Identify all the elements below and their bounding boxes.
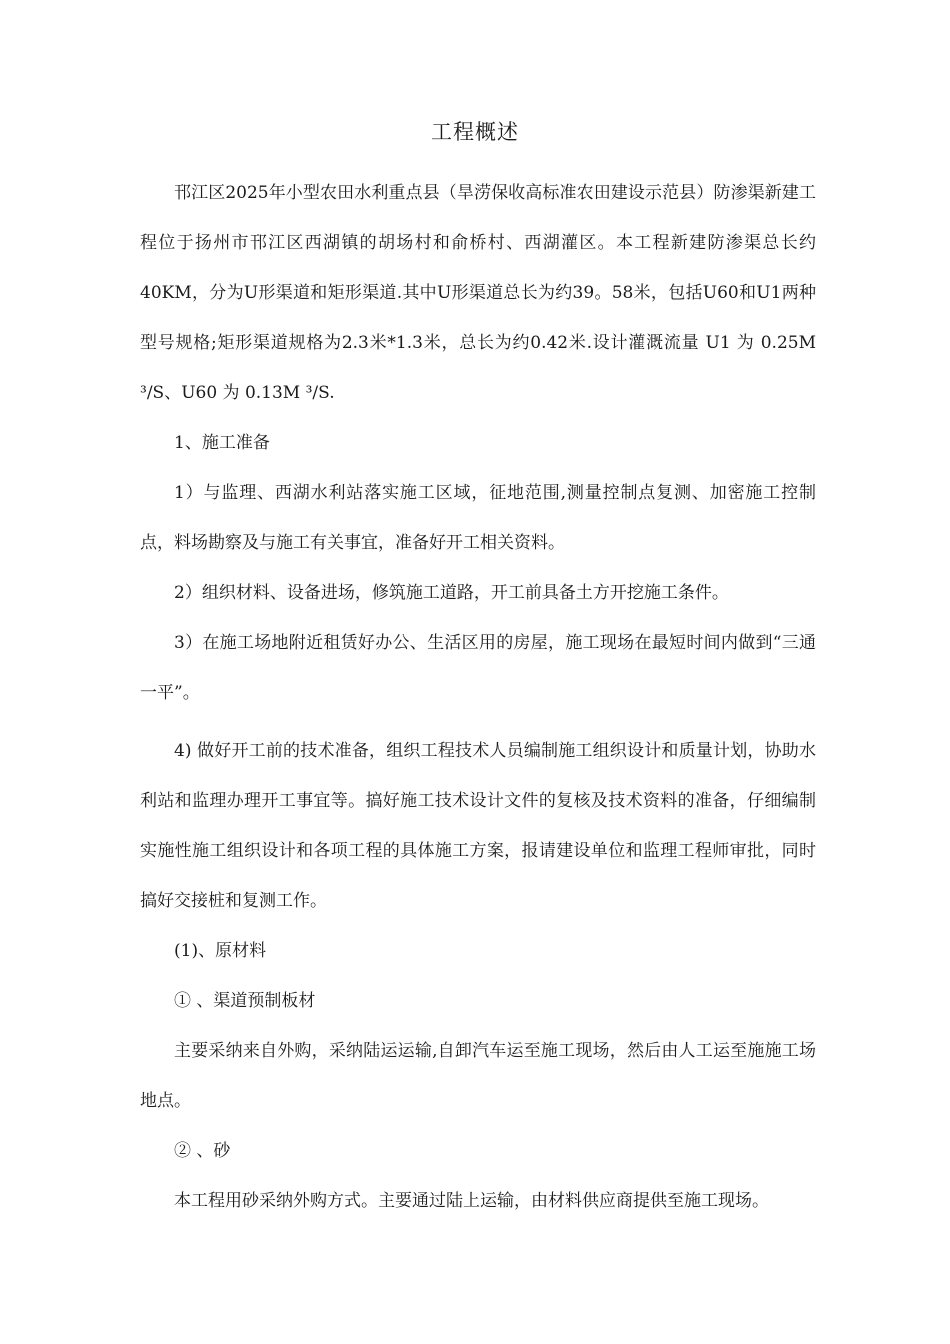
preparation-item-4: 4) 做好开工前的技术准备，组织工程技术人员编制施工组织设计和质量计划，协助水利站和监理办理开工事宜等。搞好施工技术设计文件的复核及技术资料的准备，仔细编制实施性施工组织设计和各项工程的具体施工方案，报请建设单位和监理工程师审批，同时搞好交接桩和复测工作。 (140, 741, 816, 911)
document-title: 工程概述 (431, 120, 519, 144)
preparation-item-3: 3）在施工场地附近租赁好办公、生活区用的房屋，施工现场在最短时间内做到“三通一平”。 (140, 633, 816, 703)
subsection-heading-raw-materials: (1)、原材料 (174, 941, 267, 961)
section-heading-construction-preparation: 1、施工准备 (174, 433, 270, 453)
material-heading-channel-panels: ① 、渠道预制板材 (174, 991, 316, 1011)
material-paragraph-sand: 本工程用砂采纳外购方式。主要通过陆上运输，由材料供应商提供至施工现场。 (174, 1191, 769, 1211)
material-paragraph-channel-panels: 主要采纳来自外购，采纳陆运运输,自卸汽车运至施工现场，然后由人工运至施施工场地点。 (140, 1041, 816, 1111)
document-body (140, 168, 816, 1226)
preparation-item-2: 2）组织材料、设备进场，修筑施工道路，开工前具备土方开挖施工条件。 (174, 583, 729, 603)
project-overview-paragraph: 邗江区2025年小型农田水利重点县（旱涝保收高标准农田建设示范县）防渗渠新建工程位于扬州市邗江区西湖镇的胡场村和俞桥村、西湖灌区。本工程新建防渗渠总长约40KM，分为U形渠道和矩形渠道.其中U形渠道总长为约39。58米，包括U60和U1两种型号规格;矩形渠道规格为2.3米*1.3米，总长为约0.42米.设计灌溉流量 U1 为 0.25M ³/S、U60 为 0.13M ³/S. (140, 183, 816, 403)
preparation-item-1: 1）与监理、西湖水利站落实施工区域，征地范围,测量控制点复测、加密施工控制点，料场勘察及与施工有关事宜，准备好开工相关资料。 (140, 483, 816, 553)
material-heading-sand: ② 、砂 (174, 1141, 231, 1161)
